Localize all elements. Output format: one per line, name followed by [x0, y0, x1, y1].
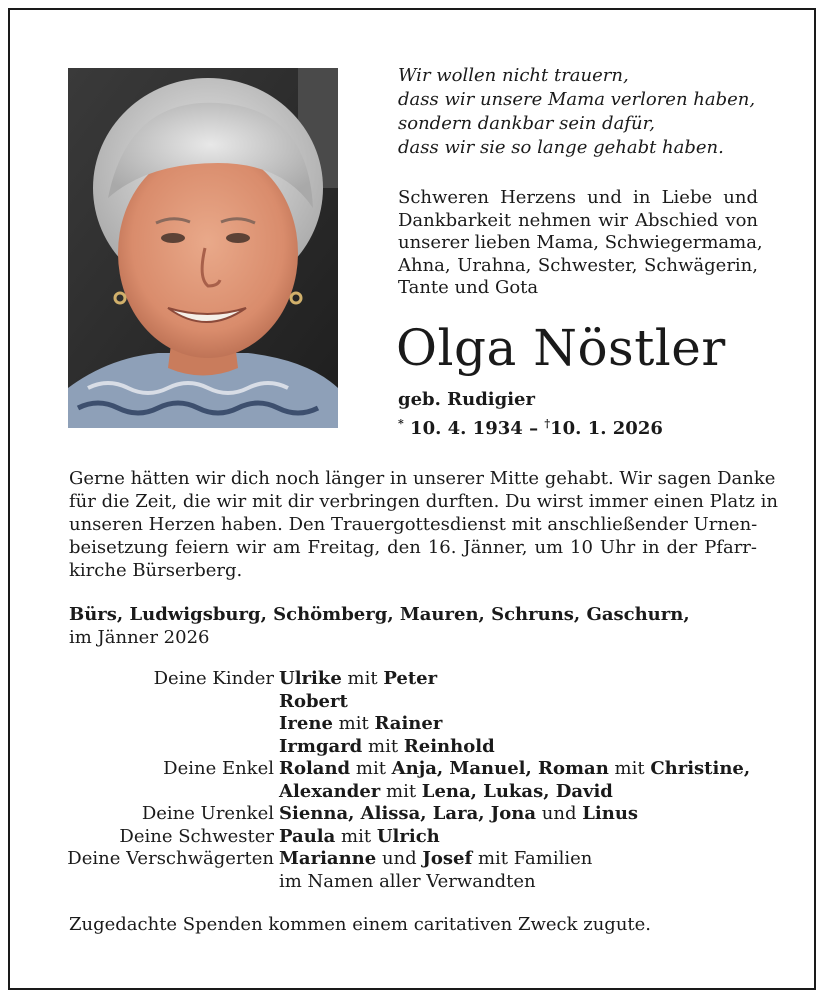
- birth-name: geb. Rudigier: [398, 389, 535, 410]
- family-row: [0, 736, 826, 759]
- relation-label: Deine Schwester: [119, 825, 274, 847]
- relation-names: Alexander mit Lena, Lukas, David: [279, 780, 613, 802]
- intro-line: Tante und Gota: [398, 277, 539, 298]
- relation-label: Deine Enkel: [163, 758, 274, 779]
- body-line: beisetzung feiern wir am Freitag, den 16. Jänner, um 10 Uhr in der Pfarr-: [69, 537, 757, 558]
- intro-paragraph: [398, 187, 763, 300]
- donation-note: Zugedachte Spenden kommen einem caritativen Zweck zugute.: [69, 914, 652, 935]
- death-symbol: †: [544, 417, 551, 430]
- intro-line: Schweren Herzens und in Liebe und: [398, 187, 758, 208]
- relation-names: Robert: [279, 690, 348, 712]
- poem-line: sondern dankbar sein dafür,: [398, 113, 655, 134]
- body-line: unseren Herzen haben. Den Trauergottesdienst mit anschließender Urnen-: [69, 514, 758, 535]
- family-row: [0, 848, 826, 871]
- family-row: [0, 691, 826, 714]
- family-row: [0, 781, 826, 804]
- birth-date: 10. 4. 1934: [410, 418, 523, 439]
- poem-line: Wir wollen nicht trauern,: [398, 65, 629, 86]
- body-line: für die Zeit, die wir mit dir verbringen durften. Du wirst immer einen Platz in: [69, 491, 778, 512]
- relation-names: Irene mit Rainer: [279, 713, 443, 734]
- portrait-photo: [68, 68, 338, 428]
- family-row: [0, 713, 826, 736]
- relation-names: Paula mit Ulrich: [279, 825, 440, 847]
- relation-names: Ulrike mit Peter: [279, 668, 438, 689]
- death-date: 10. 1. 2026: [550, 418, 663, 439]
- relation-names: Marianne und Josef mit Familien: [279, 848, 593, 869]
- poem-line: dass wir unsere Mama verloren haben,: [398, 89, 756, 110]
- family-row: [0, 826, 826, 849]
- relation-label: Deine Verschwägerten: [67, 848, 274, 869]
- portrait-illustration: [68, 68, 338, 428]
- family-row: [0, 758, 826, 781]
- place-date: [69, 603, 690, 649]
- relation-names: im Namen aller Verwandten: [279, 870, 536, 892]
- relation-label: Deine Urenkel: [141, 803, 274, 824]
- intro-line: Ahna, Urahna, Schwester, Schwägerin,: [398, 254, 758, 276]
- place-towns: Bürs, Ludwigsburg, Schömberg, Mauren, Schruns, Gaschurn,: [69, 604, 690, 625]
- intro-line: unserer lieben Mama, Schwiegermama,: [398, 232, 763, 253]
- poem: [398, 64, 755, 160]
- body-line: Gerne hätten wir dich noch länger in unserer Mitte gehabt. Wir sagen Danke: [69, 468, 776, 489]
- relation-label: Deine Kinder: [153, 668, 274, 689]
- relation-names: Irmgard mit Reinhold: [279, 735, 495, 757]
- birth-symbol: *: [398, 417, 404, 430]
- family-row: [0, 668, 826, 691]
- relation-names: Roland mit Anja, Manuel, Roman mit Christine,: [279, 758, 751, 779]
- date-dash: –: [529, 418, 539, 439]
- body-paragraph: [69, 467, 778, 582]
- life-dates: [398, 413, 663, 440]
- intro-line: Dankbarkeit nehmen wir Abschied von: [398, 209, 758, 231]
- place-month: im Jänner 2026: [69, 627, 210, 648]
- relation-names: Sienna, Alissa, Lara, Jona und Linus: [279, 803, 639, 824]
- family-list: [0, 668, 826, 893]
- deceased-name: Olga Nöstler: [396, 319, 726, 377]
- poem-line: dass wir sie so lange gehabt haben.: [398, 137, 724, 158]
- family-row: [0, 871, 826, 894]
- family-row: [0, 803, 826, 826]
- body-line: kirche Bürserberg.: [69, 560, 243, 581]
